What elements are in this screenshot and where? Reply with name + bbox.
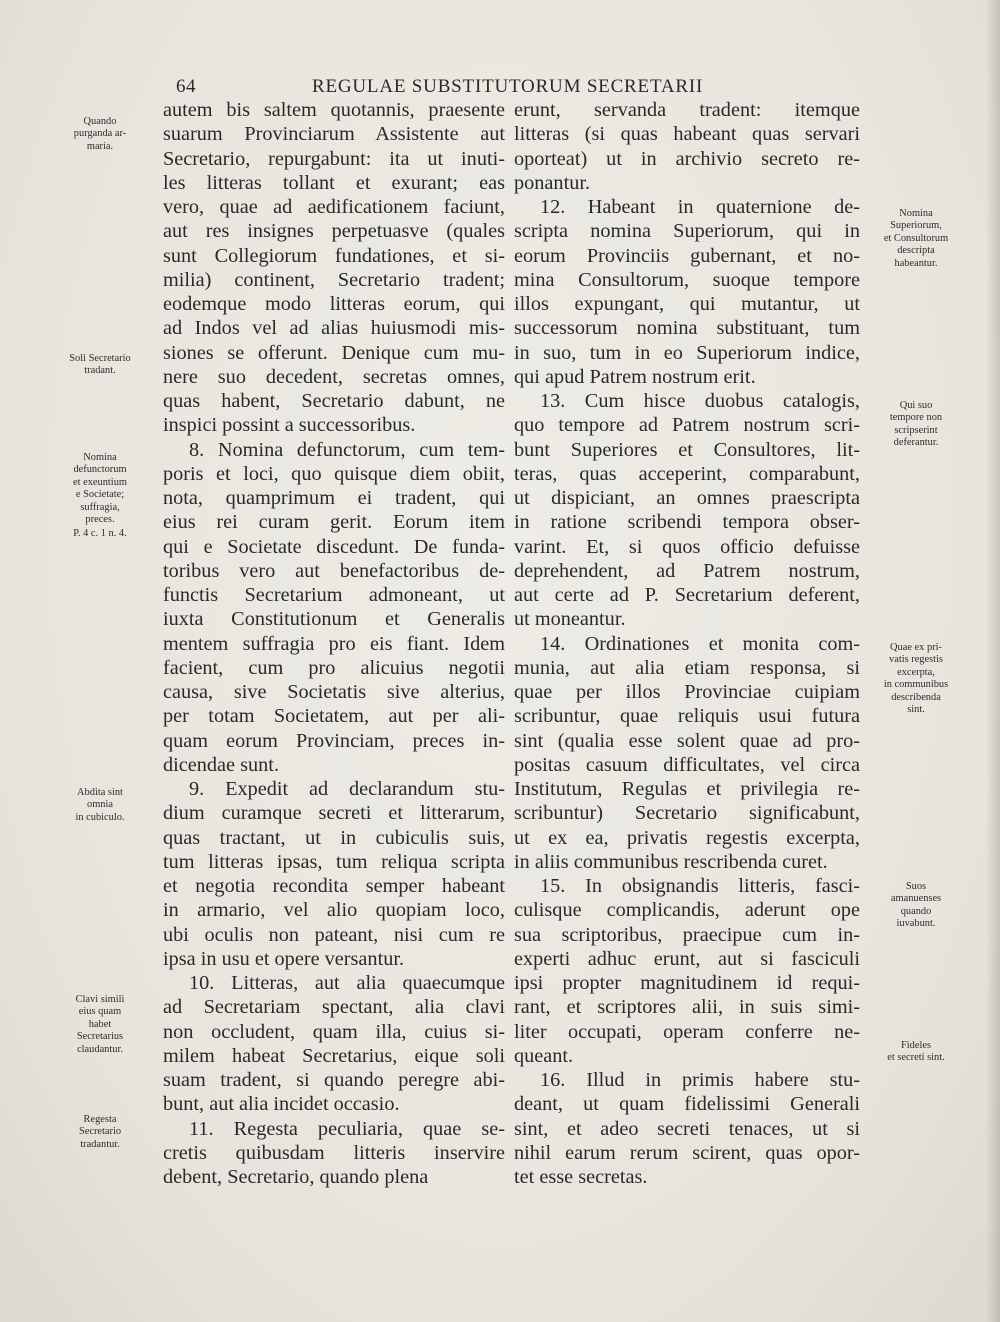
margin-note-line: Nomina: [83, 452, 117, 463]
margin-note-line: preces.: [85, 514, 115, 526]
margin-note-line: sint.: [907, 704, 925, 716]
text-line: eodemque modo litteras eorum, qui: [163, 293, 505, 315]
margin-note-line: tradantur.: [80, 1138, 120, 1150]
text-line: sint, et adeo secreti tenaces, ut si: [514, 1117, 860, 1140]
text-line: suam tradent, si quando peregre abi-: [163, 1069, 505, 1091]
text-line: cretis quibusdam litteris inservire: [163, 1141, 505, 1164]
text-line: varint. Et, si quos officio defuisse: [514, 535, 860, 558]
text-line: vero, quae ad aedificationem faciunt,: [163, 196, 505, 218]
margin-note-line: habeantur.: [894, 257, 938, 269]
margin-note-qui-suo-tempore: [866, 400, 966, 450]
margin-note-line: in communibus: [883, 679, 949, 691]
text-line: aut res insignes perpetuasve (quales: [163, 220, 505, 243]
text-line: sint (qualia esse solent quae ad pro-: [514, 729, 860, 752]
margin-note-line: et exeuntium: [73, 476, 127, 488]
text-line: ut dispiciant, an omnes praescripta: [514, 487, 860, 509]
text-line: 9. Expedit ad declarandum stu-: [189, 778, 505, 800]
text-line: positas casuum difficultates, vel circa: [514, 753, 860, 776]
text-line: ad Secretariam spectant, alia clavi: [163, 996, 505, 1019]
margin-note-regesta: [52, 1114, 148, 1151]
text-line: debent, Secretario, quando plena: [163, 1166, 429, 1188]
text-line: milia) continent, Secretario tradent;: [163, 268, 505, 291]
text-line: successorum nomina substituant, tum: [514, 317, 860, 340]
margin-note-line: Secretario: [78, 1126, 122, 1138]
text-line: Secretario, repurgabunt: ita ut inuti-: [163, 147, 505, 170]
text-line: 10. Litteras, aut alia quaecumque: [189, 972, 505, 994]
text-line: bunt Superiores et Consultores, lit-: [514, 438, 860, 461]
text-line: experti adhuc erunt, aut si fasciculi: [514, 947, 860, 970]
text-line: bunt, aut alia incidet occasio.: [163, 1093, 400, 1116]
running-title: REGULAE SUBSTITUTORUM SECRETARII: [312, 76, 704, 97]
text-line: suarum Provinciarum Assistente aut: [163, 123, 505, 146]
margin-note-line: Regesta: [83, 1114, 117, 1125]
text-line: sua scriptoribus, praecipue cum in-: [514, 923, 860, 946]
margin-note-line: et secreti sint.: [887, 1052, 945, 1064]
text-line: qui apud Patrem nostrum erit.: [514, 365, 756, 388]
text-line: ubi oculis non pateant, nisi cum re: [163, 923, 505, 946]
text-line: les litteras tollant et exurant; eas: [163, 171, 505, 194]
margin-note-line: habet: [88, 1018, 112, 1030]
margin-note-line: purganda ar-: [73, 128, 127, 140]
text-line: erunt, servanda tradent: itemque: [514, 99, 860, 121]
margin-note-line: describenda: [891, 691, 941, 703]
text-line: dium curamque secreti et litterarum,: [163, 802, 505, 825]
text-line: qui e Societate discedunt. De funda-: [163, 535, 505, 558]
text-line: ad Indos vel ad alias huiusmodi mis-: [163, 317, 505, 340]
margin-note-line: Nomina: [899, 208, 933, 219]
text-line: ipsi propter magnitudinem id requi-: [514, 972, 860, 994]
margin-note-line: iuvabunt.: [896, 918, 936, 930]
text-line: teras, quas acceperint, comparabunt,: [514, 462, 860, 485]
text-line: nihil earum rerum scirent, quas opor-: [514, 1141, 860, 1164]
margin-note-line: Superiorum,: [890, 220, 942, 232]
text-line: 11. Regesta peculiaria, quae se-: [189, 1117, 505, 1140]
text-line: 15. In obsignandis litteris, fasci-: [540, 875, 860, 897]
text-line: tet esse secretas.: [514, 1166, 648, 1188]
text-line: dicendae sunt.: [163, 753, 280, 776]
text-line: non occludent, quam illa, cuius si-: [163, 1020, 505, 1043]
margin-note-line: Abdita sint: [77, 787, 123, 798]
margin-note-line: P. 4 c. 1 n. 4.: [73, 528, 127, 539]
text-line: aut certe ad P. Secretarium deferent,: [514, 584, 860, 606]
margin-note-line: tradant.: [84, 365, 116, 377]
left-text-column: [163, 98, 505, 1189]
margin-note-clavi-simili: [52, 994, 148, 1056]
text-line: per totam Societatem, aut per ali-: [163, 705, 505, 728]
margin-note-line: eius quam: [78, 1006, 122, 1018]
text-line: in ratione scribendi tempora obser-: [514, 511, 860, 534]
text-line: in aliis communibus rescribenda curet.: [514, 850, 828, 873]
text-line: queant.: [514, 1044, 574, 1067]
text-line: et negotia recondita semper habeant: [163, 875, 505, 897]
margin-note-reference: [48, 528, 152, 540]
margin-note-abdita-sint: [52, 787, 148, 824]
text-line: facient, cum pro alicuius negotii: [163, 656, 505, 679]
margin-note-line: Qui suo: [899, 400, 933, 411]
text-line: siones se offerunt. Denique cum mu-: [163, 341, 505, 364]
text-line: 13. Cum hisce duobus catalogis,: [540, 390, 860, 412]
margin-note-line: Clavi simili: [75, 994, 125, 1005]
margin-note-line: tempore non: [889, 412, 943, 424]
text-line: ponantur.: [514, 171, 591, 194]
text-line: quas tractant, ut in cubiculis suis,: [163, 826, 505, 849]
text-line: illos expungant, qui mutantur, ut: [514, 293, 860, 315]
margin-note-line: e Societate;: [75, 489, 125, 501]
page-edge-shadow: [986, 0, 1000, 1322]
margin-note-line: quando: [900, 905, 932, 917]
margin-note-line: descripta: [897, 245, 935, 257]
text-line: munia, aut alia etiam responsa, si: [514, 656, 860, 679]
text-line: deant, ut quam fidelissimi Generali: [514, 1093, 860, 1116]
margin-note-line: suffragia,: [80, 501, 120, 513]
text-line: 8. Nomina defunctorum, cum tem-: [189, 438, 505, 461]
margin-note-line: deferantur.: [893, 437, 939, 449]
margin-note-fideles: [866, 1040, 966, 1065]
text-line: nere suo decedent, secretas omnes,: [163, 365, 505, 388]
text-line: oporteat) ut in archivio secreto re-: [514, 147, 860, 170]
text-line: tum litteras ipsas, tum reliqua scripta: [163, 850, 505, 873]
margin-note-line: omnia: [87, 799, 113, 811]
text-line: quas habent, Secretario dabunt, ne: [163, 390, 505, 412]
text-line: autem bis saltem quotannis, praesente: [163, 99, 505, 121]
margin-note-line: defunctorum: [73, 464, 127, 476]
text-line: toribus vero aut benefactoribus de-: [163, 559, 505, 582]
text-line: 14. Ordinationes et monita com-: [540, 632, 860, 655]
margin-note-line: Secretarius: [76, 1031, 124, 1043]
text-line: culisque complicandis, aderunt ope: [514, 899, 860, 922]
text-line: deprehendent, ad Patrem nostrum,: [514, 559, 860, 582]
text-line: quae per illos Provinciae cuipiam: [514, 681, 860, 703]
text-line: ipsa in usu et opere versantur.: [163, 947, 405, 970]
margin-note-nomina-defunctorum: [48, 452, 152, 526]
margin-note-line: Fideles: [900, 1040, 931, 1051]
text-line: litteras (si quas habeant quas servari: [514, 123, 860, 146]
text-line: eorum Provinciis gubernant, et no-: [514, 244, 860, 267]
margin-note-nomina-superiorum: [866, 208, 966, 270]
text-line: quo tempore ad Patrem nostrum scri-: [514, 414, 860, 437]
margin-note-line: Suos: [905, 881, 927, 892]
text-line: scripta nomina Superiorum, qui in: [514, 220, 860, 243]
text-line: ut ex ea, privatis regestis excerpta,: [514, 826, 860, 849]
text-line: mina Consultorum, suoque tempore: [514, 268, 860, 291]
margin-note-line: vatis regestis: [889, 654, 943, 666]
margin-note-quae-ex-privatis: [866, 642, 966, 716]
text-line: 12. Habeant in quaternione de-: [540, 196, 860, 218]
text-line: in armario, vel alio quopiam loco,: [163, 899, 505, 922]
text-line: eius rei curam gerit. Eorum item: [163, 511, 505, 534]
text-line: sunt Collegiorum fundationes, et si-: [163, 244, 505, 267]
text-line: ut moneantur.: [514, 608, 626, 631]
text-line: mentem suffragia pro eis fiant. Idem: [163, 632, 505, 655]
margin-note-line: in cubiculo.: [75, 811, 125, 823]
text-line: inspici possint a successoribus.: [163, 414, 416, 437]
margin-note-line: Quae ex pri-: [890, 642, 942, 653]
text-line: liter occupati, operam conferre ne-: [514, 1020, 860, 1043]
text-line: in suo, tum in eo Superiorum indice,: [514, 341, 860, 364]
margin-note-line: Quando: [83, 116, 117, 127]
text-line: nota, quamprimum ei tradent, qui: [163, 487, 505, 509]
margin-note-quando-purganda: [52, 116, 148, 153]
text-line: poris et loci, quo quisque diem obiit,: [163, 462, 505, 485]
margin-note-line: excerpta,: [897, 666, 935, 678]
margin-note-soli-secretario: [48, 353, 152, 378]
text-line: milem habeat Secretarius, eique soli: [163, 1044, 505, 1067]
text-line: scribuntur) Secretario significabunt,: [514, 802, 860, 825]
margin-note-line: claudantur.: [77, 1043, 123, 1055]
margin-note-line: scripserint: [894, 424, 938, 436]
page-number: 64: [176, 76, 196, 97]
text-line: causa, sive Societatis sive alterius,: [163, 681, 505, 703]
right-text-column: [514, 98, 860, 1189]
text-line: iuxta Constitutionum et Generalis: [163, 608, 505, 631]
text-line: 16. Illud in primis habere stu-: [540, 1069, 860, 1091]
text-line: Institutum, Regulas et privilegia re-: [514, 778, 860, 800]
margin-note-suos-amanuenses: [866, 881, 966, 931]
text-line: rant, et scriptores alii, in suis simi-: [514, 996, 860, 1019]
margin-note-line: Soli Secretario: [69, 353, 131, 364]
margin-note-line: et Consultorum: [883, 232, 949, 244]
margin-note-line: amanuenses: [890, 893, 942, 905]
text-line: functis Secretarium admoneant, ut: [163, 584, 505, 606]
margin-note-line: maria.: [86, 140, 114, 152]
text-line: quam eorum Provinciam, preces in-: [163, 729, 505, 752]
text-line: scribuntur, quae reliquis usui futura: [514, 705, 860, 728]
